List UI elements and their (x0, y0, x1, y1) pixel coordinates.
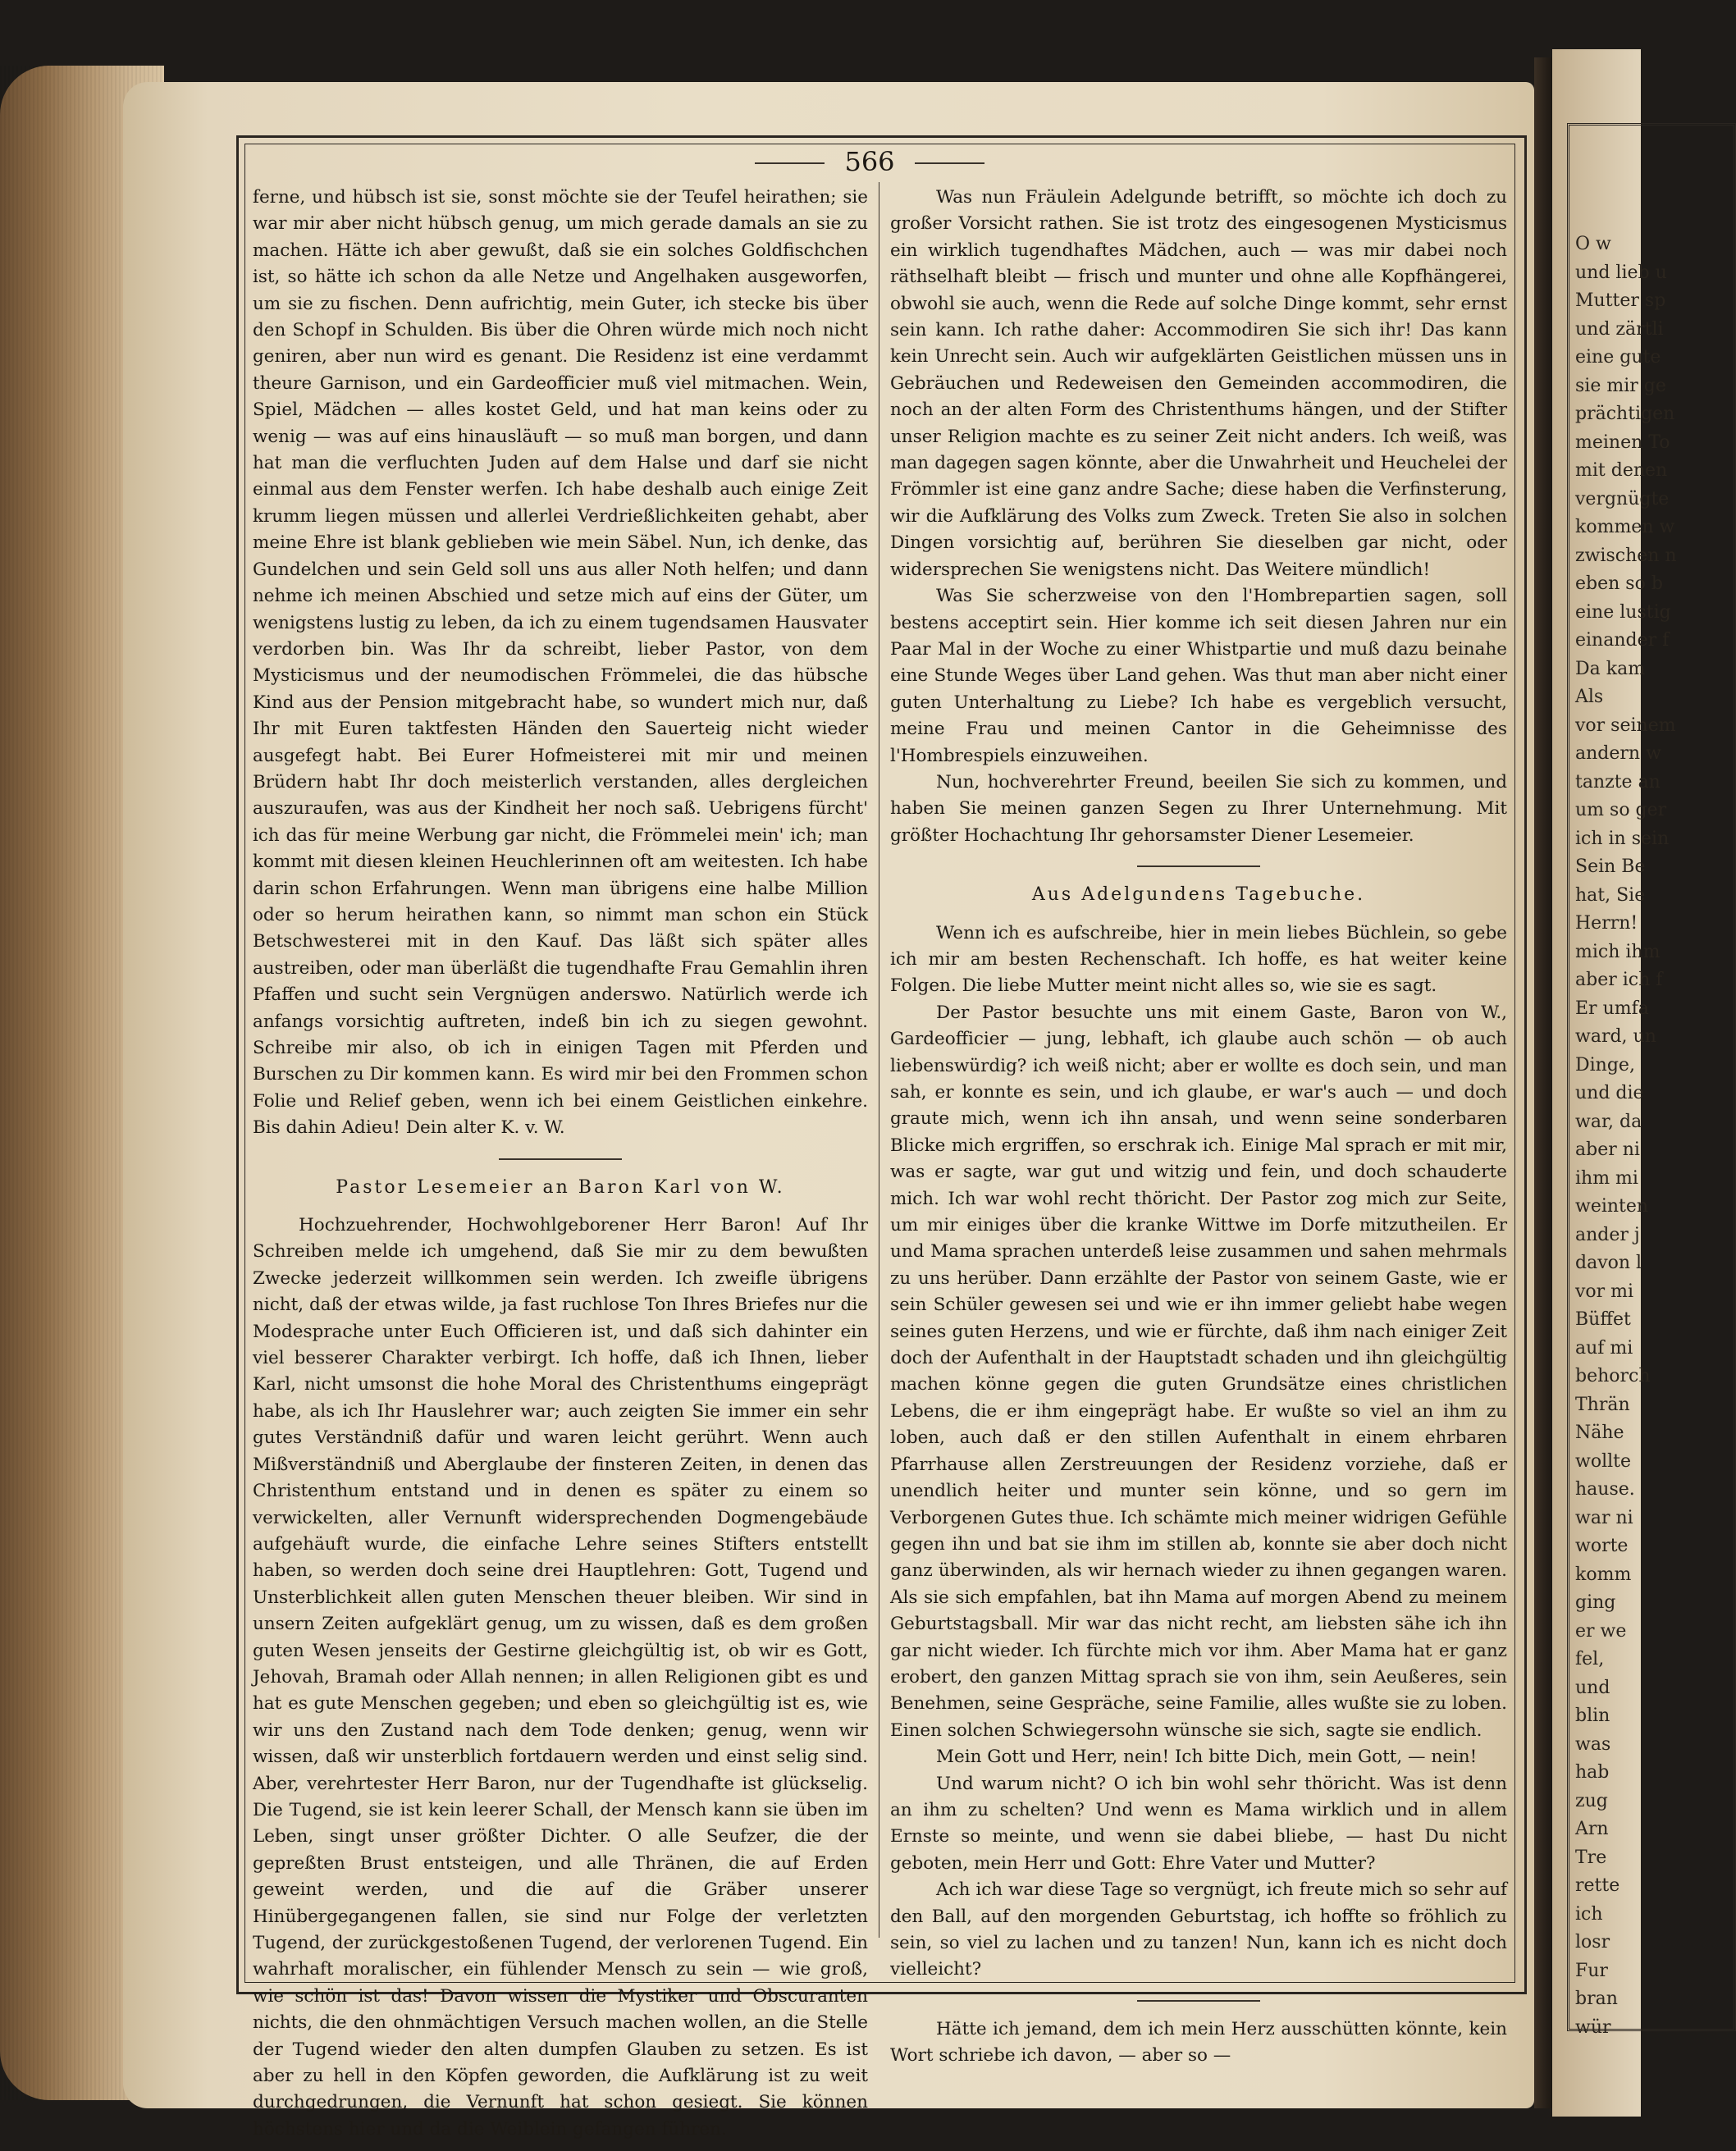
facing-page-line: davon l (1575, 1253, 1642, 1273)
facing-page-line: Fur (1575, 1960, 1608, 1981)
letter-end-paragraph: ferne, und hübsch ist sie, sonst möchte sie der Teufel heirathen; sie war mir aber nicht hübsch genug, um mich gerade damals an sie zu machen. Hätte ich aber gewußt, daß sie ein solches Goldfischchen ist, so hätte ich schon da alle Netze und Angelhaken ausgeworfen, um sie zu fischen. Denn aufrichtig, mein Guter, ich stecke bis über den Schopf in Schulden. Bis über die Ohren würde mich noch nicht geniren, aber nun wird es genant. Die Residenz ist eine verdammt theure Garnison, und ein Gardeofficier muß viel mitmachen. Wein, Spiel, Mädchen — alles kostet Geld, und hat man keins oder zu wenig — was auf eins hinausläuft — so muß man borgen, und dann hat man die verfluchten Juden auf dem Halse und darf sie nicht einmal aus dem Fenster werfen. Ich habe deshalb auch einige Zeit krumm liegen müssen und allerlei Verdrießlichkeiten gehabt, aber meine Ehre ist blank geblieben wie mein Säbel. Nun, ich denke, das Gundelchen und sein Geld soll uns aus aller Noth helfen; und dann nehme ich meinen Abschied und setze mich auf eins der Güter, um wenigstens lustig zu leben, da ich zu einem tugendsamen Hausvater verdorben bin. Was Ihr da schreibt, lieber Pastor, von dem Mysticismus und der neumodischen Frömmelei, die das hübsche Kind aus der Pension mitgebracht habe, so wundert mich nur, daß Ihr mit Euren taktfesten Händen den Sauerteig nicht wieder ausgefegt habt. Bei Eurer Hofmeisterei mit mir und meinen Brüdern habt Ihr doch meisterlich verstanden, alles dergleichen auszuraufen, was aus der Kindheit her noch saß. Uebrigens fürcht' ich das für meine Werbung gar nicht, die Frömmelei mein' ich; man kommt mit diesen kleinen Heuchlerinnen oft am weitesten. Ich habe darin schon Erfahrungen. Wenn man übrigens eine halbe Million oder so herum heirathen kann, so nimmt man schon ein Stück Betschwesterei mit in den Kauf. Das läßt sich später alles austreiben, oder man überläßt die tugendhafte Frau Gemahlin ihren Pfaffen und sucht sein Vergnügen anderswo. Natürlich werde ich anfangs vorsichtig auftreten, indeß bin ich zu siegen gewohnt. Schreibe mir also, ob ich in einigen Tagen mit Pferden und Burschen zu Dir kommen kann. Es wird mir bei den Frommen schon Folie und Relief geben, wenn ich bei einem Geistlichen einkehre. Bis dahin Adieu! Dein alter K. v. W. (253, 187, 868, 1139)
facing-page-line: Herrn! (1575, 913, 1638, 934)
facing-page-line: O w (1575, 234, 1611, 254)
book-gutter (1534, 57, 1552, 2108)
section-heading: Pastor Lesemeier an Baron Karl von W. (336, 1176, 785, 1198)
facing-page-line: Büffet (1575, 1309, 1631, 1330)
facing-page-line: eine lustig (1575, 601, 1671, 623)
facing-page-line: und (1575, 1677, 1610, 1698)
facing-page-line: behorch (1575, 1366, 1651, 1386)
facing-page-line: fel, (1575, 1649, 1605, 1669)
diary-paragraph: Wenn ich es aufschreibe, hier in mein liebes Büchlein, so gebe ich mir am besten Rechenschaft. Ich hoffe, es hat weiter keine Folgen. Die liebe Mutter meint nicht alles so, wie sie es sagt. (890, 922, 1507, 997)
facing-page-line: Thrän (1575, 1394, 1630, 1415)
facing-page-line: sie mir ge (1575, 375, 1666, 396)
facing-page-line: bran (1575, 1989, 1618, 2009)
facing-page-line: kommen w (1575, 517, 1675, 537)
letter-paragraph: Nun, hochverehrter Freund, beeilen Sie sich zu kommen, und haben Sie meinen ganzen Segen zu Ihrer Unternehmung. Mit größter Hochachtung Ihr gehorsamster Diener Lesemeier. (890, 771, 1507, 846)
diary-paragraph: Und warum nicht? O ich bin wohl sehr thöricht. Was ist denn an ihm zu schelten? Und wenn es Mama wirklich und in allem Ernste so meinte, und wenn sie dabei bliebe, — hast Du nicht geboten, mein Herr und Gott: Ehre Vater und Mutter? (890, 1773, 1507, 1874)
facing-page-line: rette (1575, 1875, 1620, 1896)
left-column (253, 185, 868, 2143)
facing-page-line: er we (1575, 1620, 1627, 1642)
page-number-rule-left (755, 162, 825, 164)
facing-page-line: Als (1575, 687, 1604, 707)
closing-paragraph: Hätte ich jemand, dem ich mein Herz ausschütten könnte, kein Wort schriebe ich davon, — aber so — (890, 2018, 1507, 2067)
facing-page-line: weinten (1575, 1196, 1649, 1217)
diary-paragraph: Ach ich war diese Tage so vergnügt, ich freute mich so sehr auf den Ball, auf den morgenden Geburtstag, ich hoffte so fröhlich zu sein, so viel zu lachen und zu tanzen! Nun, kann ich es nicht doch vielleicht? (890, 1879, 1507, 1980)
facing-page-line: hat, Sie (1575, 884, 1646, 906)
facing-page-line: ihm mi (1575, 1167, 1638, 1189)
facing-page-line: Arn (1575, 1819, 1609, 1839)
page-number-rule-right (915, 162, 984, 164)
facing-page-line: Dinge, (1575, 1054, 1635, 1076)
facing-page-line: mit denen (1575, 460, 1668, 481)
facing-page-line: prächtigen (1575, 404, 1675, 424)
facing-page-line: aber ich f (1575, 970, 1663, 990)
facing-page-line: vergnügte (1575, 488, 1670, 509)
facing-page-line: ging (1575, 1592, 1616, 1613)
facing-page-line: ich in sein (1575, 828, 1670, 849)
facing-page-line: tanzte an (1575, 771, 1661, 792)
diary-paragraph: Mein Gott und Herr, nein! Ich bitte Dich, mein Gott, — nein! (936, 1747, 1478, 1768)
facing-page-line: vor seinem (1575, 715, 1676, 736)
facing-page-line: um so ger (1575, 800, 1667, 820)
facing-page-line: losr (1575, 1932, 1610, 1952)
facing-page-line: wür (1575, 2016, 1611, 2038)
facing-page-fragment (1552, 49, 1677, 2117)
facing-page-line: worte (1575, 1536, 1629, 1556)
facing-page-line: Er umfa (1575, 998, 1649, 1019)
facing-page-line: zug (1575, 1790, 1608, 1811)
facing-page-line: war ni (1575, 1507, 1633, 1528)
facing-page-line: eben so b (1575, 573, 1663, 594)
facing-page-line: und die (1575, 1083, 1644, 1103)
facing-page-line: Tre (1575, 1847, 1607, 1868)
facing-page-line: ander j (1575, 1224, 1640, 1245)
letter-paragraph: Was Sie scherzweise von den l'Hombrepartien sagen, soll bestens acceptirt sein. Hier komme ich seit diesen Jahren nur ein Paar Mal in der Woche zu einer Whistpartie und muß dazu beinahe eine Stunde Weges über Land gehen. Was thut man aber nicht einer guten Unterhaltung zu Liebe? Ich habe es vergeblich versucht, meine Frau und meinen Cantor in die Geheimnisse des l'Hombrespiels einzuweihen. (890, 586, 1507, 766)
page-number: 566 (844, 146, 895, 177)
facing-page-line: einander f (1575, 630, 1670, 651)
letter-paragraph: Was nun Fräulein Adelgunde betrifft, so möchte ich doch zu großer Vorsicht rathen. Sie ist trotz des eingesogenen Mysticismus ein wirklich tugendhaftes Mädchen, auch — was mir dabei noch räthselhaft bleibt — frisch und munter und ohne alle Kopfhängerei, obwohl sie auch, wenn die Rede auf solche Dinge kommt, sehr ernst sein kann. Ich rathe daher: Accommodiren Sie sich ihr! Das kann kein Unrecht sein. Auch wir aufgeklärten Geistlichen müssen uns in Gebräuchen und Redeweisen den Gemeinden accommodiren, die noch an der alten Form des Christenthums hängen, und der Stifter unser Religion machte es zu seiner Zeit nicht anders. Ich weiß, was man dagegen sagen könnte, aber die Unwahrheit und Heuchelei der Frömmler ist eine ganz andre Sache; diese haben die Verfinsterung, wir die Aufklärung des Volks zum Zweck. Treten Sie also in solchen Dingen vorsichtig auf, berühren Sie dieselben gar nicht, oder widersprechen Sie wenigstens nicht. Das Weitere mündlich! (890, 187, 1507, 580)
facing-page-line: zwischen n (1575, 545, 1677, 566)
section-separator (1137, 2000, 1260, 2002)
facing-page-line: Sein Be (1575, 856, 1646, 877)
facing-page-line: auf mi (1575, 1337, 1633, 1359)
facing-page-line: komm (1575, 1564, 1632, 1585)
section-heading: Aus Adelgundens Tagebuche. (1031, 884, 1366, 906)
section-separator (1137, 865, 1260, 867)
facing-page-line: und zärtli (1575, 318, 1664, 340)
facing-page-line: Da kam (1575, 658, 1646, 679)
facing-page-line: wollte (1575, 1450, 1632, 1472)
facing-page-line: hab (1575, 1762, 1610, 1783)
facing-page-line: hause. (1575, 1479, 1635, 1500)
facing-page-line: eine gute (1575, 347, 1661, 368)
facing-page-line: meinen To (1575, 432, 1670, 453)
facing-page-line: mich ihm (1575, 941, 1661, 962)
pastor-letter-paragraph: Hochzuehrender, Hochwohlgeborener Herr Baron! Auf Ihr Schreiben melde ich umgehend, daß Sie mir zu dem bewußten Zwecke jederzeit willkommen sein werden. Ich zweifle übrigens nicht, daß der etwas wilde, ja fast ruchlose Ton Ihres Briefes nur die Modesprache unter Euch Officieren ist, und daß sich dahinter ein viel besserer Charakter verbirgt. Ich hoffe, daß ich Ihnen, lieber Karl, nicht umsonst die hohe Moral des Christenthums eingeprägt habe, als ich Ihr Hauslehrer war; auch zeigten Sie immer ein sehr gutes Verständniß dafür und waren leicht gerührt. Wenn auch Mißverständniß und Aberglaube der finsteren Zeiten, in denen das Christenthum entstand und in denen es später zu einem so verwickelten, aller Vernunft widersprechenden Dogmengebäude aufgehäuft wurde, die einfache Lehre seines Stifters entstellt haben, so werden doch seine drei Hauptlehren: Gott, Tugend und Unsterblichkeit allen guten Menschen theuer bleiben. Wir sind in unsern Zeiten aufgeklärt genug, um zu wissen, daß es dem großen guten Wesen jenseits der Gestirne gleichgültig ist, ob wir es Gott, Jehovah, Bramah oder Allah nennen; in allen Religionen gibt es und hat es gute Menschen gegeben; und eben so gleichgültig ist es, wie wir uns den Zustand nach dem Tode denken; genug, wenn wir wissen, daß wir unsterblich fortdauern werden und einst selig sind. Aber, verehrtester Herr Baron, nur der Tugendhafte ist glückselig. Die Tugend, sie ist kein leerer Schall, der Mensch kann sie üben im Leben, singt unser größter Dichter. O alle Seufzer, die der gepreßten Brust entsteigen, und alle Thränen, die auf Erden geweint werden, und die auf die Gräber unserer Hinübergegangenen fallen, sie sind nur Folge der verletzten Tugend, der zurückgestoßenen Tugend, der verlorenen Tugend. Ein wahrhaft moralischer, ein fühlender Mensch zu sein — wie groß, wie schön ist das! Davon wissen die Mystiker und Obscuranten nichts, die den ohnmächtigen Versuch machen wollen, an die Stelle der Tugend wieder den alten dumpfen Glauben zu setzen. Es ist aber zu hell in den Köpfen geworden, die Aufklärung ist zu weit durchgedrungen, die Vernunft hat schon gesiegt. Sie können höchstens hier und da die Weiblein gefangen führen. (253, 1215, 868, 2140)
facing-page-line: Nähe (1575, 1423, 1624, 1443)
facing-page-line: ward, un (1575, 1026, 1656, 1047)
facing-page-line: aber ni (1575, 1139, 1640, 1160)
right-column (890, 185, 1507, 2070)
facing-page-line: war, da (1575, 1111, 1642, 1132)
facing-page-line: blin (1575, 1706, 1610, 1726)
facing-page-line: Mutter sp (1575, 290, 1666, 311)
facing-page-line: ich (1575, 1903, 1603, 1925)
facing-page-line: vor mi (1575, 1281, 1634, 1302)
section-separator (499, 1158, 622, 1160)
facing-page-line: andern w (1575, 743, 1661, 764)
facing-page-line: was (1575, 1733, 1611, 1755)
facing-page-line: und lieb u (1575, 262, 1667, 283)
diary-paragraph: Der Pastor besuchte uns mit einem Gaste, Baron von W., Gardeofficier — jung, lebhaft, ich glaube auch schön — ob auch liebenswürdig? ich weiß nicht; aber er wollte es doch sein, und man sah, er konnte es sein, und ich glaube, er war's auch — und doch graute mich, wenn ich ihn ansah, und wenn seine sonderbaren Blicke mich ergriffen, so erschrak ich. Einige Mal sprach er mit mir, was er sagte, war gut und witzig und fein, und doch schauderte mich. Ich war wohl recht thöricht. Der Pastor zog mich zur Seite, um mir einiges über die kranke Wittwe im Dorfe mitzutheilen. Er und Mama sprachen unterdeß leise zusammen und sahen mehrmals zu uns herüber. Dann erzählte der Pastor von seinem Gaste, wie er sein Schüler gewesen sei und wie er ihn immer geliebt habe wegen seines guten Herzens, und wie er fürchte, daß ihm nach einiger Zeit doch der Aufenthalt in der Hauptstadt schaden und ihn gleichgültig machen könne gegen die guten Grundsätze eines christlichen Lebens, die er ihm eingeprägt habe. Er wußte so viel an ihm zu loben, auch daß er den stillen Aufenthalt in einem ehrbaren Pfarrhause allen Zerstreuungen der Residenz vorziehe, daß er unendlich heiter und munter sein könne, und so gern im Verborgenen Gutes thue. Ich schämte mich meiner widrigen Gefühle gegen ihn und bat sie ihm im stillen ab, konnte sie aber doch nicht ganz überwinden, als wir hernach wieder zu ihnen gegangen waren. Als sie sich empfahlen, bat ihn Mama auf morgen Abend zu meinem Geburtstagsball. Mir war das nicht recht, am liebsten sähe ich ihn gar nicht wieder. Ich fürchte mich vor ihm. Aber Mama hat er ganz erobert, den ganzen Mittag sprach sie von ihm, sein Aeußeres, sein Benehmen, seine Gespräche, seine Familie, alles wußte sie zu loben. Einen solchen Schwiegersohn wünsche sie sich, sagte sie endlich. (890, 1002, 1507, 1741)
